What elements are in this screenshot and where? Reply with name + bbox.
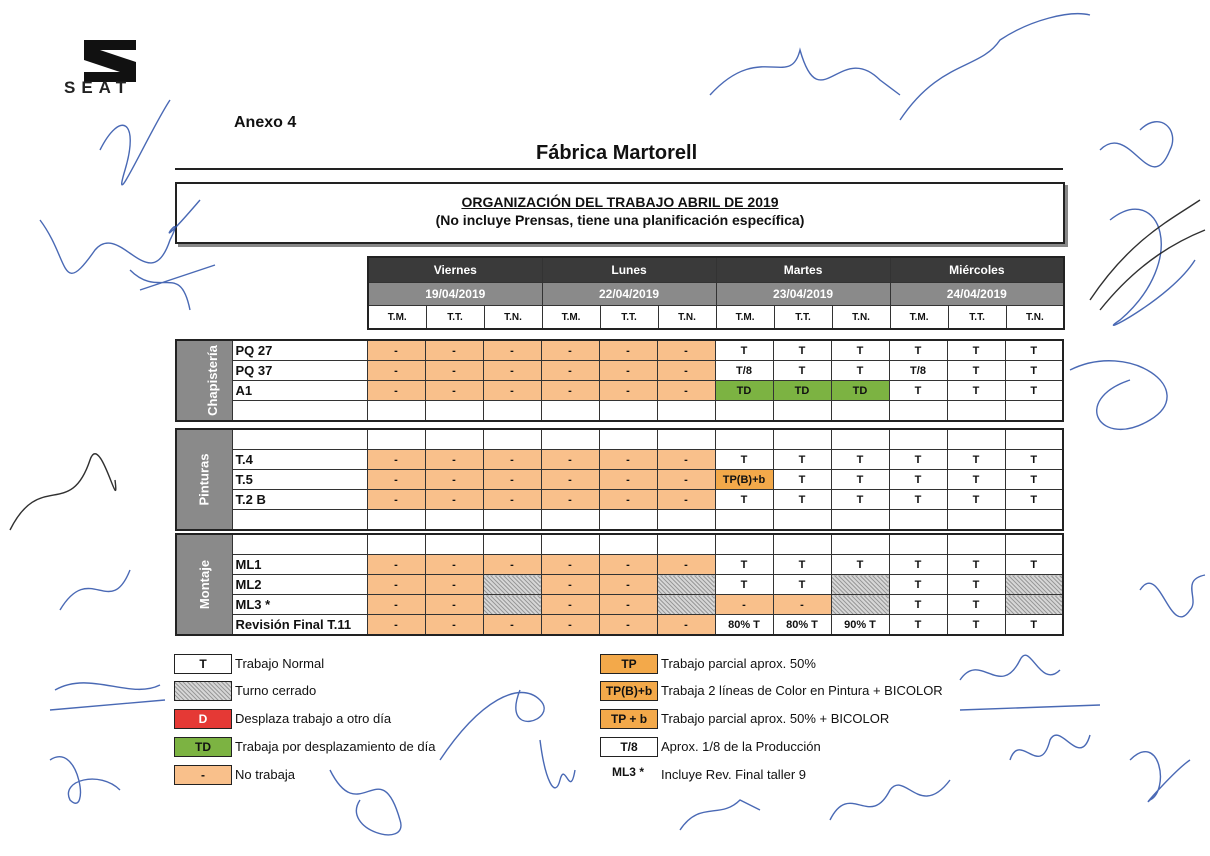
legend-text: Trabajo Normal (235, 656, 325, 671)
shift-header: T.N. (658, 306, 716, 330)
schedule-cell: - (773, 595, 831, 615)
schedule-cell (947, 534, 1005, 555)
schedule-cell (773, 401, 831, 422)
schedule-cell: T (889, 470, 947, 490)
row-label: PQ 37 (232, 361, 367, 381)
shift-header: T.T. (600, 306, 658, 330)
schedule-cell: - (715, 595, 773, 615)
schedule-cell (889, 401, 947, 422)
legend-swatch: ML3 * (611, 765, 644, 779)
table-row (176, 381, 1063, 401)
section-pinturas (175, 428, 1064, 531)
table-row (176, 401, 1063, 422)
schedule-cell: - (599, 615, 657, 636)
legend-text: Aprox. 1/8 de la Producción (661, 739, 821, 754)
legend-text: Trabajo parcial aprox. 50% (661, 656, 816, 671)
schedule-cell: T (831, 450, 889, 470)
schedule-cell: - (657, 450, 715, 470)
signature-11 (960, 705, 1100, 710)
schedule-cell: - (483, 615, 541, 636)
schedule-cell (889, 510, 947, 531)
schedule-cell: T (1005, 361, 1063, 381)
schedule-cell: - (541, 450, 599, 470)
schedule-cell (541, 510, 599, 531)
schedule-cell: - (541, 340, 599, 361)
schedule-cell: - (657, 381, 715, 401)
schedule-cell: T (947, 490, 1005, 510)
schedule-cell: - (541, 615, 599, 636)
schedule-cell: T (947, 555, 1005, 575)
legend-text: Trabaja por desplazamiento de día (235, 739, 436, 754)
legend-text: Turno cerrado (235, 683, 317, 698)
shift-header: T.T. (774, 306, 832, 330)
schedule-cell: T (773, 340, 831, 361)
schedule-cell (715, 534, 773, 555)
row-label: ML1 (232, 555, 367, 575)
schedule-cell (831, 429, 889, 450)
schedule-cell: - (367, 381, 425, 401)
schedule-cell: - (425, 490, 483, 510)
schedule-cell: T (889, 555, 947, 575)
section-label (176, 534, 232, 635)
schedule-cell: - (541, 490, 599, 510)
schedule-cell (367, 401, 425, 422)
schedule-cell (831, 510, 889, 531)
schedule-cell: T (947, 615, 1005, 636)
document-title: ORGANIZACIÓN DEL TRABAJO ABRIL DE 2019 (461, 194, 779, 210)
signature-6 (1100, 122, 1173, 167)
document-subtitle: (No incluye Prensas, tiene una planificación específica) (435, 212, 805, 228)
shift-header: T.M. (716, 306, 774, 330)
legend-swatch: TP(B)+b (600, 681, 658, 701)
schedule-cell: T (831, 470, 889, 490)
legend-swatch: T (174, 654, 232, 674)
schedule-cell: - (599, 340, 657, 361)
schedule-cell: - (599, 595, 657, 615)
row-label (232, 534, 367, 555)
schedule-cell: - (367, 595, 425, 615)
schedule-cell: - (367, 575, 425, 595)
schedule-cell: - (483, 470, 541, 490)
schedule-cell (483, 510, 541, 531)
schedule-cell: T (831, 340, 889, 361)
schedule-cell (657, 401, 715, 422)
schedule-cell (1005, 595, 1063, 615)
signature-16 (330, 770, 401, 835)
signature-19 (50, 683, 165, 710)
schedule-cell: T (889, 490, 947, 510)
schedule-cell: T/8 (715, 361, 773, 381)
schedule-cell: T (831, 555, 889, 575)
schedule-cell (367, 510, 425, 531)
day-header: Miércoles (890, 257, 1064, 283)
schedule-cell: TD (773, 381, 831, 401)
schedule-cell: - (483, 555, 541, 575)
schedule-cell: T (773, 490, 831, 510)
schedule-cell: - (367, 470, 425, 490)
table-row (176, 555, 1063, 575)
schedule-cell: T (1005, 381, 1063, 401)
schedule-cell: - (599, 575, 657, 595)
schedule-cell (831, 534, 889, 555)
schedule-cell (1005, 510, 1063, 531)
schedule-cell (715, 401, 773, 422)
schedule-cell: T (947, 595, 1005, 615)
table-row (176, 575, 1063, 595)
legend-text: Trabaja 2 líneas de Color en Pintura + BICOLOR (661, 683, 943, 698)
legend-swatch: TP (600, 654, 658, 674)
signature-1 (100, 100, 170, 185)
schedule-cell: T (715, 575, 773, 595)
schedule-cell (773, 429, 831, 450)
row-label: PQ 27 (232, 340, 367, 361)
schedule-cell: T (773, 555, 831, 575)
legend-text: Desplaza trabajo a otro día (235, 711, 392, 726)
schedule-cell: TD (831, 381, 889, 401)
schedule-cell: - (541, 595, 599, 615)
schedule-cell (657, 510, 715, 531)
schedule-cell: T (889, 450, 947, 470)
signature-20 (60, 570, 130, 610)
day-header: Lunes (542, 257, 716, 283)
schedule-cell: T (715, 340, 773, 361)
schedule-cell: T (947, 470, 1005, 490)
shift-header: T.N. (832, 306, 890, 330)
table-row (176, 340, 1063, 361)
signature-7 (1110, 209, 1195, 325)
signature-9 (1140, 575, 1205, 617)
schedule-cell: - (425, 555, 483, 575)
day-header: Martes (716, 257, 890, 283)
schedule-cell: T (1005, 340, 1063, 361)
section-chapisteria (175, 339, 1064, 422)
schedule-cell (1005, 401, 1063, 422)
legend-swatch: - (174, 765, 232, 785)
schedule-cell: - (367, 361, 425, 381)
section-label (176, 340, 232, 421)
schedule-cell: T (889, 615, 947, 636)
schedule-cell: - (425, 575, 483, 595)
schedule-cell: T (889, 575, 947, 595)
table-row (176, 490, 1063, 510)
schedule-cell (483, 575, 541, 595)
legend-swatch: D (174, 709, 232, 729)
annex-label: Anexo 4 (234, 114, 297, 131)
schedule-cell: - (483, 490, 541, 510)
schedule-cell: - (599, 381, 657, 401)
schedule-cell (889, 429, 947, 450)
legend-text: Trabajo parcial aprox. 50% + BICOLOR (661, 711, 890, 726)
schedule-cell: - (541, 555, 599, 575)
schedule-cell: - (367, 615, 425, 636)
schedule-cell (599, 510, 657, 531)
schedule-cell: 80% T (773, 615, 831, 636)
schedule-cell: - (599, 490, 657, 510)
table-row (176, 510, 1063, 531)
schedule-cell: T (773, 575, 831, 595)
schedule-cell: - (541, 381, 599, 401)
schedule-cell: T (715, 450, 773, 470)
shift-header: T.T. (426, 306, 484, 330)
signature-10 (960, 655, 1060, 680)
schedule-header (367, 256, 1065, 330)
section-montaje (175, 533, 1064, 636)
legend-swatch (174, 681, 232, 701)
schedule-cell (657, 575, 715, 595)
schedule-cell: T (773, 361, 831, 381)
schedule-cell: - (367, 340, 425, 361)
section-name: Montaje (196, 559, 212, 610)
schedule-cell: - (541, 470, 599, 490)
section-name: Pinturas (196, 453, 212, 506)
table-row (176, 470, 1063, 490)
signature-21 (1130, 752, 1190, 802)
title-box (175, 182, 1065, 244)
shift-header: T.M. (368, 306, 426, 330)
date-header: 24/04/2019 (890, 283, 1064, 306)
row-label: ML3 * (232, 595, 367, 615)
schedule-cell: T (947, 381, 1005, 401)
signature-15 (540, 740, 575, 788)
row-label: T.5 (232, 470, 367, 490)
row-label: T.2 B (232, 490, 367, 510)
schedule-cell: - (367, 490, 425, 510)
page-title: Fábrica Martorell (536, 142, 698, 164)
signature-12 (1010, 735, 1090, 760)
schedule-cell: TP(B)+b (715, 470, 773, 490)
schedule-cell (831, 401, 889, 422)
signature-18 (50, 757, 120, 803)
row-label: Revisión Final T.11 (232, 615, 367, 636)
schedule-cell: - (425, 615, 483, 636)
schedule-cell: T (947, 340, 1005, 361)
schedule-cell (773, 534, 831, 555)
schedule-cell (599, 534, 657, 555)
section-name: Chapistería (204, 345, 220, 416)
schedule-cell: - (425, 470, 483, 490)
schedule-cell (367, 429, 425, 450)
schedule-cell: - (425, 595, 483, 615)
schedule-cell: - (541, 361, 599, 381)
schedule-cell (425, 510, 483, 531)
legend-text: Incluye Rev. Final taller 9 (661, 767, 806, 782)
legend-text: No trabaja (235, 767, 295, 782)
schedule-cell: T (715, 490, 773, 510)
schedule-cell: T (1005, 615, 1063, 636)
schedule-cell: - (657, 340, 715, 361)
schedule-cell (425, 429, 483, 450)
schedule-cell: T (1005, 555, 1063, 575)
schedule-cell (367, 534, 425, 555)
title-rule (175, 168, 1063, 170)
schedule-cell: T (831, 490, 889, 510)
shift-header: T.N. (484, 306, 542, 330)
schedule-cell (657, 429, 715, 450)
schedule-cell: - (483, 340, 541, 361)
schedule-cell (715, 510, 773, 531)
schedule-cell: - (483, 361, 541, 381)
schedule-cell: T (773, 450, 831, 470)
schedule-cell: T (889, 595, 947, 615)
schedule-cell: - (657, 615, 715, 636)
legend-swatch: TD (174, 737, 232, 757)
logo-wordmark: SEAT (64, 78, 133, 97)
schedule-cell (541, 534, 599, 555)
schedule-cell: - (483, 450, 541, 470)
schedule-cell: T (889, 381, 947, 401)
schedule-cell: - (657, 470, 715, 490)
date-header: 22/04/2019 (542, 283, 716, 306)
schedule-cell: T (1005, 490, 1063, 510)
schedule-cell (715, 429, 773, 450)
signature-5 (900, 14, 1090, 120)
schedule-cell (599, 401, 657, 422)
row-label (232, 429, 367, 450)
schedule-cell: - (599, 361, 657, 381)
table-row (176, 361, 1063, 381)
schedule-cell: T (947, 361, 1005, 381)
schedule-cell: - (367, 555, 425, 575)
schedule-cell (483, 401, 541, 422)
table-row (176, 534, 1063, 555)
schedule-cell: - (657, 490, 715, 510)
schedule-cell (657, 595, 715, 615)
schedule-cell (541, 401, 599, 422)
schedule-cell: - (425, 361, 483, 381)
schedule-cell: 80% T (715, 615, 773, 636)
schedule-cell (947, 510, 1005, 531)
schedule-cell (483, 429, 541, 450)
schedule-cell: - (541, 575, 599, 595)
schedule-cell (831, 595, 889, 615)
schedule-cell (1005, 534, 1063, 555)
schedule-cell (657, 534, 715, 555)
table-row (176, 429, 1063, 450)
row-label: A1 (232, 381, 367, 401)
schedule-cell (483, 595, 541, 615)
signature-17 (440, 690, 544, 760)
schedule-cell (1005, 575, 1063, 595)
table-row (176, 615, 1063, 636)
schedule-cell (773, 510, 831, 531)
schedule-cell (947, 429, 1005, 450)
row-label: T.4 (232, 450, 367, 470)
schedule-cell (831, 575, 889, 595)
signature-3 (130, 265, 215, 310)
signature-13 (830, 780, 950, 820)
signature-4 (710, 50, 900, 95)
row-label (232, 401, 367, 422)
row-label (232, 510, 367, 531)
shift-header: T.T. (948, 306, 1006, 330)
schedule-cell: T/8 (889, 361, 947, 381)
date-header: 19/04/2019 (368, 283, 542, 306)
schedule-cell (889, 534, 947, 555)
schedule-cell (541, 429, 599, 450)
shift-header: T.M. (542, 306, 600, 330)
shift-header: T.M. (890, 306, 948, 330)
schedule-cell (1005, 429, 1063, 450)
schedule-cell: - (483, 381, 541, 401)
schedule-cell: 90% T (831, 615, 889, 636)
schedule-cell: - (425, 381, 483, 401)
schedule-cell: - (425, 340, 483, 361)
schedule-cell: - (599, 470, 657, 490)
schedule-cell: - (425, 450, 483, 470)
schedule-cell: - (367, 450, 425, 470)
date-header: 23/04/2019 (716, 283, 890, 306)
schedule-cell: - (657, 361, 715, 381)
schedule-cell: - (599, 555, 657, 575)
schedule-cell: T (947, 575, 1005, 595)
schedule-cell (425, 401, 483, 422)
schedule-cell: T (947, 450, 1005, 470)
schedule-cell: T (715, 555, 773, 575)
signature-14 (680, 800, 760, 830)
day-header: Viernes (368, 257, 542, 283)
section-label (176, 429, 232, 530)
signature-22 (10, 454, 116, 530)
schedule-cell: T (831, 361, 889, 381)
schedule-cell: T (773, 470, 831, 490)
schedule-cell: T (1005, 450, 1063, 470)
legend-swatch: TP + b (600, 709, 658, 729)
legend-swatch: T/8 (600, 737, 658, 757)
signature-23 (1090, 200, 1205, 310)
schedule-cell: T (1005, 470, 1063, 490)
schedule-cell (483, 534, 541, 555)
table-row (176, 450, 1063, 470)
schedule-cell: - (657, 555, 715, 575)
shift-header: T.N. (1006, 306, 1064, 330)
schedule-cell: T (889, 340, 947, 361)
schedule-cell (599, 429, 657, 450)
schedule-cell: TD (715, 381, 773, 401)
schedule-cell (425, 534, 483, 555)
signature-8 (1070, 361, 1167, 430)
table-row (176, 595, 1063, 615)
schedule-cell (947, 401, 1005, 422)
row-label: ML2 (232, 575, 367, 595)
schedule-cell: - (599, 450, 657, 470)
